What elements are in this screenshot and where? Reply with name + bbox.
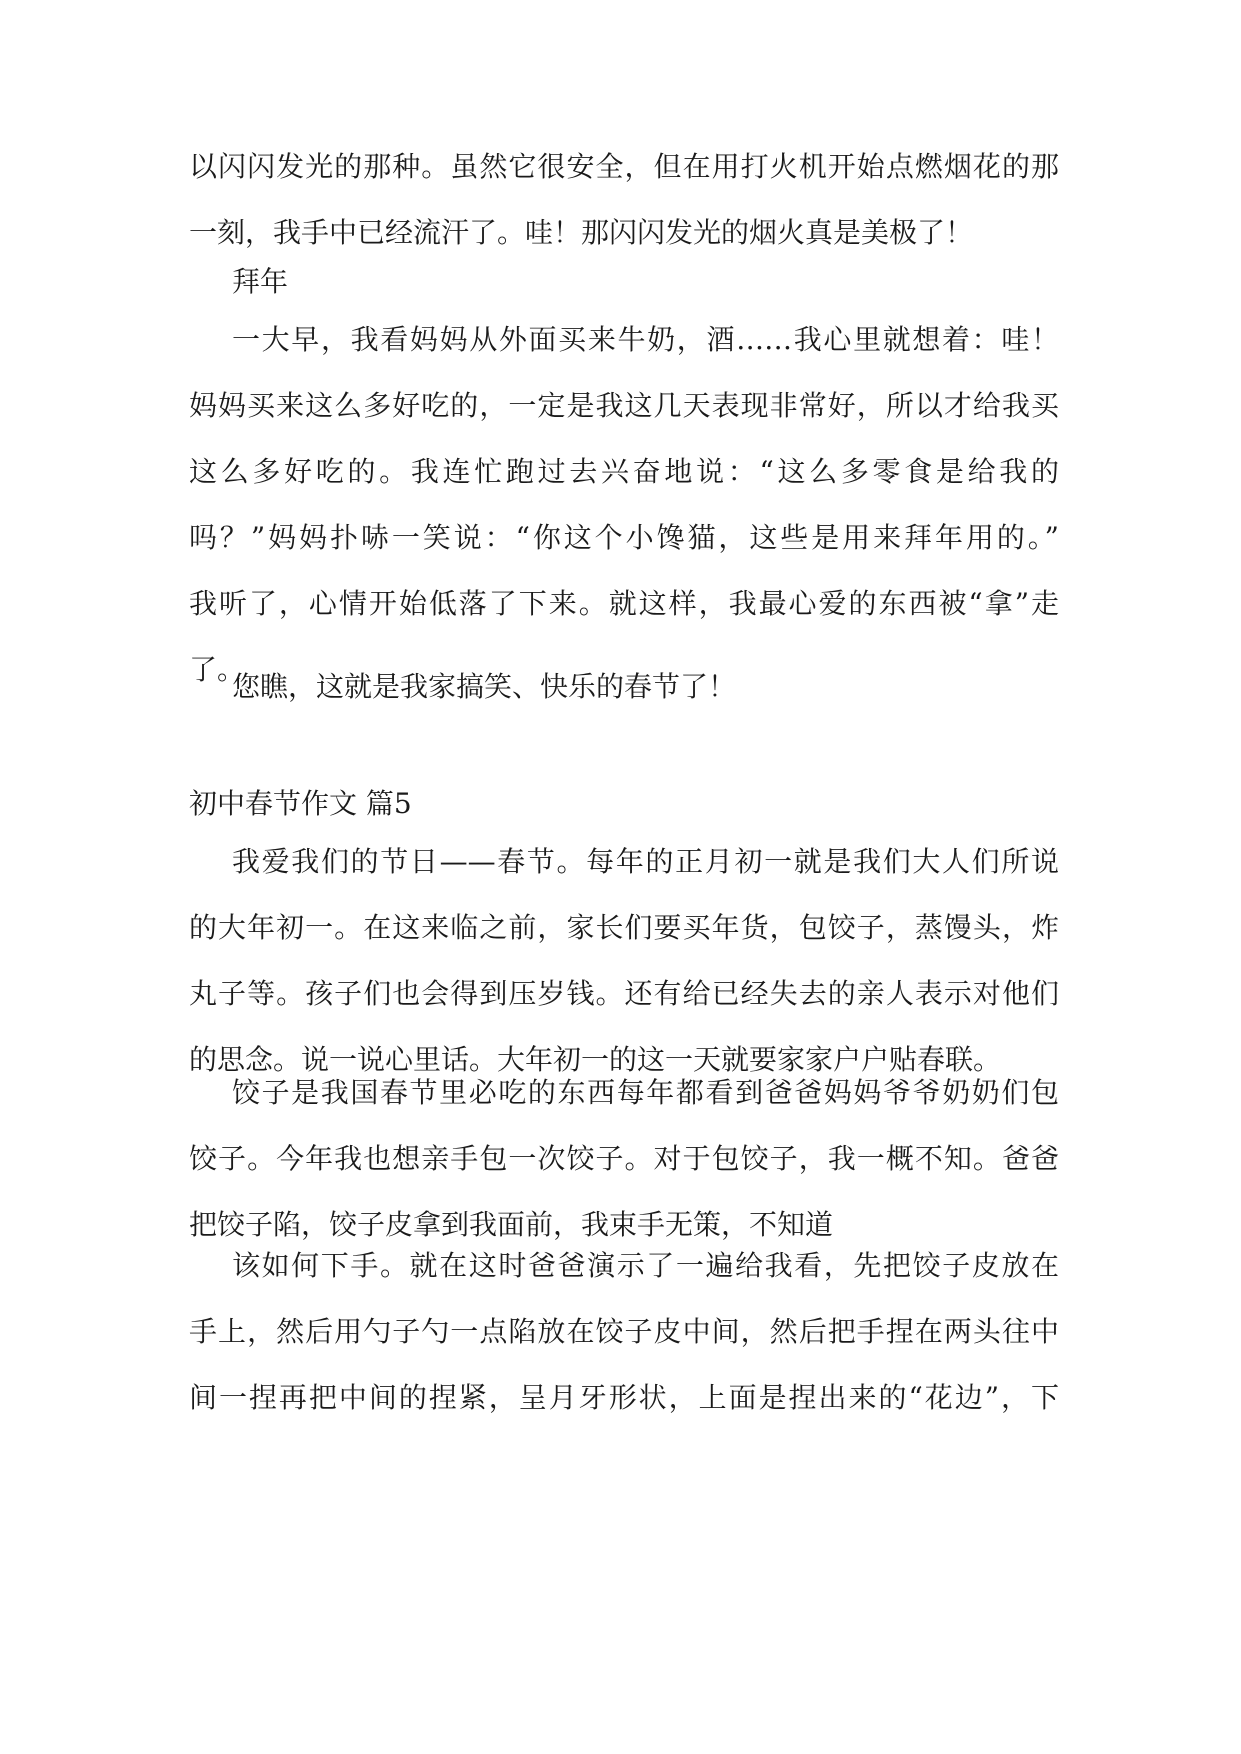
text-line: 这么多好吃的。我连忙跑过去兴奋地说：“这么多零食是给我的 <box>189 455 1059 488</box>
text-line: 丸子等。孩子们也会得到压岁钱。还有给已经失去的亲人表示对他们 <box>189 977 1059 1010</box>
text-line: 间一捏再把中间的捏紧，呈月牙形状，上面是捏出来的“花边”，下 <box>189 1381 1059 1414</box>
text-line: 了。 <box>189 653 246 686</box>
text-line: 该如何下手。就在这时爸爸演示了一遍给我看，先把饺子皮放在 <box>232 1249 1059 1282</box>
text-line: 饺子是我国春节里必吃的东西每年都看到爸爸妈妈爷爷奶奶们包 <box>232 1076 1059 1109</box>
paragraph-spring-festival <box>189 829 1059 1093</box>
paragraph-fireworks-end <box>189 134 1059 266</box>
text-line: 妈妈买来这么多好吃的，一定是我这几天表现非常好，所以才给我买 <box>189 389 1059 422</box>
text-line: 的思念。说一说心里话。大年初一的这一天就要家家户户贴春联。 <box>189 1043 1002 1076</box>
text-line: 的大年初一。在这来临之前，家长们要买年货，包饺子，蒸馒头，炸 <box>189 911 1059 944</box>
text-line: 把饺子陷，饺子皮拿到我面前，我束手无策，不知道 <box>189 1208 834 1241</box>
text-line: 我爱我们的节日——春节。每年的正月初一就是我们大人们所说 <box>232 845 1059 878</box>
text-line: 饺子。今年我也想亲手包一次饺子。对于包饺子，我一概不知。爸爸 <box>189 1142 1059 1175</box>
text-line: 我听了，心情开始低落了下来。就这样，我最心爱的东西被“拿”走 <box>189 587 1059 620</box>
text-line: 吗？”妈妈扑哧一笑说：“你这个小馋猫，这些是用来拜年用的。” <box>189 521 1059 554</box>
text-line: 一刻，我手中已经流汗了。哇！那闪闪发光的烟火真是美极了！ <box>189 216 974 249</box>
subheading-bainian: 拜年 <box>232 265 289 298</box>
text-line: 一大早，我看妈妈从外面买来牛奶，酒……我心里就想着：哇！ <box>232 323 1059 356</box>
paragraph-closing <box>189 654 1059 720</box>
section-title: 初中春节作文 篇5 <box>189 787 412 820</box>
text-line: 您瞧，这就是我家搞笑、快乐的春节了！ <box>232 670 737 703</box>
paragraph-bainian <box>189 307 1059 703</box>
text-line: 手上，然后用勺子勺一点陷放在饺子皮中间，然后把手捏在两头往中 <box>189 1315 1059 1348</box>
paragraph-dumplings <box>189 1060 1059 1258</box>
paragraph-dumplings-howto <box>189 1233 1059 1431</box>
text-line: 以闪闪发光的那种。虽然它很安全，但在用打火机开始点燃烟花的那 <box>189 150 1059 183</box>
